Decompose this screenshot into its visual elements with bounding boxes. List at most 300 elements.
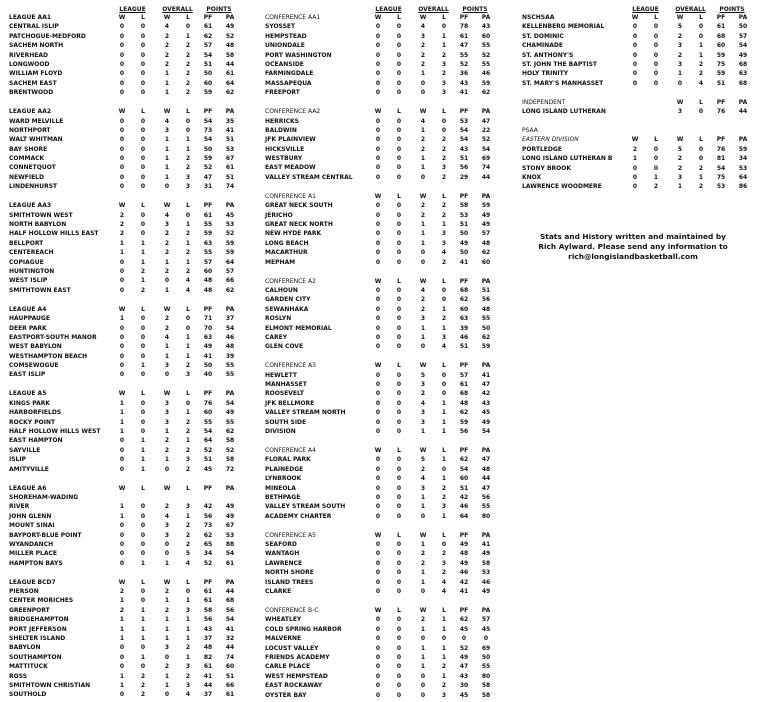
stat-cell: 51 bbox=[225, 136, 235, 144]
stat-cell: 2 bbox=[441, 136, 447, 144]
stat-cell: 4 bbox=[164, 211, 170, 219]
stat-cell: 2 bbox=[698, 70, 704, 78]
stat-header: PA bbox=[738, 136, 748, 144]
credits-email[interactable]: rich@longislandbasketball.com bbox=[568, 252, 698, 261]
stat-cell: 0 bbox=[119, 267, 125, 275]
stat-cell: 0 bbox=[375, 42, 381, 50]
stat-cell: 0 bbox=[375, 249, 381, 257]
stat-cell: 41 bbox=[481, 371, 491, 379]
stat-cell: 0 bbox=[140, 343, 146, 351]
stat-cell: 45 bbox=[225, 211, 235, 219]
team-name: WALT WHITMAN bbox=[9, 136, 63, 144]
group-header: POINTS bbox=[206, 6, 232, 13]
stat-cell: 59 bbox=[203, 155, 213, 163]
stat-cell: 46 bbox=[225, 333, 235, 341]
stat-cell: 59 bbox=[481, 202, 491, 210]
stat-cell: 0 bbox=[140, 418, 146, 426]
stat-cell: 1 bbox=[185, 239, 191, 247]
stat-cell: 46 bbox=[459, 503, 469, 511]
team-name: RIVER bbox=[9, 503, 30, 511]
stat-cell: 0 bbox=[375, 635, 381, 643]
stat-cell: 2 bbox=[441, 493, 447, 501]
stat-cell: 0 bbox=[375, 428, 381, 435]
stat-cell: 0 bbox=[375, 418, 381, 426]
stat-cell: 0 bbox=[375, 625, 381, 633]
stat-cell: 54 bbox=[203, 117, 213, 125]
stat-cell: 0 bbox=[119, 145, 125, 153]
stat-header: PA bbox=[481, 108, 491, 116]
stat-cell: 0 bbox=[396, 42, 402, 50]
stat-cell: 0 bbox=[396, 145, 402, 153]
stat-cell: 55 bbox=[203, 221, 213, 228]
stat-cell: 0 bbox=[375, 239, 381, 247]
stat-cell: 58 bbox=[481, 691, 491, 699]
stat-cell: 56 bbox=[203, 512, 213, 520]
stat-cell: 4 bbox=[185, 691, 191, 699]
team-name: FLORAL PARK bbox=[265, 456, 311, 464]
block-title: LEAGUE AA2 bbox=[9, 108, 52, 116]
stat-cell: 0 bbox=[375, 51, 381, 59]
group-header: OVERALL bbox=[418, 6, 449, 13]
stat-cell: 1 bbox=[677, 183, 683, 191]
stat-cell: 56 bbox=[225, 606, 235, 614]
stat-cell: 50 bbox=[203, 145, 213, 153]
stat-header: PA bbox=[481, 531, 491, 539]
team-name: KNOX bbox=[522, 174, 542, 182]
stat-cell: 52 bbox=[459, 60, 469, 68]
stat-cell: 61 bbox=[203, 23, 213, 31]
stat-cell: 54 bbox=[225, 399, 235, 407]
stat-cell: 54 bbox=[481, 145, 491, 153]
stat-cell: 3 bbox=[441, 89, 447, 97]
stat-cell: 1 bbox=[441, 653, 447, 661]
block-title: CONFERENCE A1 bbox=[265, 192, 316, 200]
team-name: ST. DOMINIC bbox=[522, 32, 564, 40]
stat-header: L bbox=[397, 108, 401, 116]
stat-cell: 0 bbox=[632, 174, 638, 182]
team-name: DIVISION bbox=[265, 428, 296, 435]
stat-cell: 52 bbox=[481, 136, 491, 144]
stat-cell: 52 bbox=[225, 230, 235, 238]
stat-header: PF bbox=[203, 14, 213, 21]
stat-cell: 2 bbox=[441, 569, 447, 577]
stat-cell: 0 bbox=[140, 428, 146, 435]
stat-cell: 2 bbox=[185, 446, 191, 454]
stat-cell: 0 bbox=[396, 89, 402, 97]
stat-cell: 2 bbox=[164, 267, 170, 275]
stat-cell: 60 bbox=[459, 475, 469, 483]
stat-cell: 74 bbox=[225, 183, 235, 191]
stat-cell: 0 bbox=[396, 663, 402, 671]
stat-cell: 0 bbox=[396, 465, 402, 473]
stat-cell: 0 bbox=[375, 343, 381, 351]
stat-cell: 0 bbox=[119, 465, 125, 473]
stat-header: W bbox=[163, 484, 171, 492]
team-name: HERRICKS bbox=[265, 117, 299, 125]
team-name: EAST ROCKAWAY bbox=[265, 682, 323, 690]
block-subtitle: EASTERN DIVISION bbox=[522, 136, 579, 144]
stat-cell: 58 bbox=[459, 202, 469, 210]
stat-cell: 56 bbox=[481, 296, 491, 304]
stat-cell: 2 bbox=[119, 230, 125, 238]
stat-cell: 2 bbox=[441, 663, 447, 671]
stat-cell: 46 bbox=[481, 70, 491, 78]
stat-cell: 48 bbox=[203, 286, 213, 294]
stat-cell: 58 bbox=[225, 456, 235, 464]
team-name: ST. MARY'S MANHASSET bbox=[522, 79, 604, 87]
stat-cell: 1 bbox=[140, 616, 146, 624]
team-name: ACADEMY CHARTER bbox=[265, 512, 332, 520]
stat-cell: 1 bbox=[140, 625, 146, 633]
team-name: RIVERHEAD bbox=[9, 51, 48, 59]
stat-cell: 0 bbox=[441, 286, 447, 294]
stat-cell: 50 bbox=[738, 23, 748, 31]
stat-cell: 0 bbox=[119, 456, 125, 464]
stat-cell: 52 bbox=[203, 164, 213, 172]
stat-cell: 1 bbox=[441, 42, 447, 50]
stat-cell: 2 bbox=[185, 70, 191, 78]
stat-cell: 2 bbox=[185, 362, 191, 370]
stat-cell: 62 bbox=[225, 286, 235, 294]
stat-cell: 2 bbox=[441, 550, 447, 558]
stat-header: L bbox=[186, 578, 190, 586]
stat-cell: 0 bbox=[375, 588, 381, 596]
stat-cell: 51 bbox=[481, 286, 491, 294]
team-name: STONY BROOK bbox=[522, 164, 572, 172]
stat-cell: 1 bbox=[140, 635, 146, 642]
stat-cell: 43 bbox=[459, 79, 469, 87]
stat-cell: 0 bbox=[375, 315, 381, 323]
stat-cell: 1 bbox=[140, 437, 146, 445]
stat-cell: 52 bbox=[203, 446, 213, 454]
stat-cell: 55 bbox=[225, 418, 235, 426]
block-title: CONFERENCE A3 bbox=[265, 362, 316, 370]
stat-cell: 0 bbox=[396, 644, 402, 652]
stat-cell: 0 bbox=[420, 512, 426, 520]
team-name: SMITHTOWN WEST bbox=[9, 211, 73, 219]
stat-cell: 0 bbox=[653, 145, 659, 153]
team-name: CENTRAL ISLIP bbox=[9, 23, 59, 31]
stat-cell: 61 bbox=[716, 23, 726, 31]
stat-cell: 0 bbox=[396, 503, 402, 511]
stat-cell: 2 bbox=[164, 503, 170, 511]
stat-cell: 59 bbox=[225, 249, 235, 257]
team-name: SACHEM NORTH bbox=[9, 42, 64, 50]
stat-cell: 71 bbox=[203, 315, 213, 323]
block-title: CONFERENCE A4 bbox=[265, 446, 316, 454]
stat-header: L bbox=[141, 305, 145, 313]
stat-cell: 56 bbox=[459, 428, 469, 435]
stat-cell: 1 bbox=[441, 616, 447, 624]
stat-cell: 1 bbox=[441, 418, 447, 426]
stat-cell: 48 bbox=[225, 343, 235, 351]
stat-cell: 1 bbox=[140, 446, 146, 454]
team-name: CLARKE bbox=[265, 588, 292, 596]
stat-cell: 0 bbox=[420, 672, 426, 680]
team-name: FARMINGDALE bbox=[265, 70, 314, 78]
stat-cell: 1 bbox=[632, 155, 638, 163]
stat-cell: 1 bbox=[185, 333, 191, 341]
team-name: PORT JEFFERSON bbox=[9, 625, 67, 633]
team-name: PORT WASHINGTON bbox=[265, 51, 332, 59]
group-header: LEAGUE bbox=[632, 6, 659, 13]
stat-cell: 0 bbox=[375, 258, 381, 266]
stat-cell: 48 bbox=[481, 239, 491, 247]
stat-cell: 1 bbox=[185, 597, 191, 605]
stat-cell: 2 bbox=[185, 465, 191, 473]
stat-cell: 4 bbox=[420, 475, 426, 483]
stat-cell: 43 bbox=[459, 672, 469, 680]
stat-cell: 0 bbox=[119, 333, 125, 341]
stat-cell: 0 bbox=[632, 42, 638, 50]
stat-cell: 2 bbox=[420, 136, 426, 144]
stat-cell: 3 bbox=[441, 503, 447, 511]
stat-cell: 0 bbox=[375, 475, 381, 483]
stat-cell: 0 bbox=[375, 682, 381, 690]
stat-cell: 51 bbox=[225, 672, 235, 680]
stat-header: W bbox=[374, 14, 382, 21]
stat-cell: 0 bbox=[140, 588, 146, 596]
stat-header: W bbox=[631, 14, 639, 21]
stat-cell: 0 bbox=[140, 126, 146, 134]
stat-cell: 0 bbox=[375, 211, 381, 219]
stat-cell: 2 bbox=[653, 183, 659, 191]
team-name: WANTAGH bbox=[265, 550, 300, 558]
stat-cell: 1 bbox=[420, 625, 426, 633]
stat-cell: 0 bbox=[375, 126, 381, 134]
block-title: LEAGUE A6 bbox=[9, 484, 47, 492]
stat-cell: 39 bbox=[459, 324, 469, 332]
team-name: SOUTH SIDE bbox=[265, 418, 307, 426]
stat-header: PA bbox=[481, 192, 491, 200]
stat-cell: 1 bbox=[119, 616, 125, 624]
stat-cell: 0 bbox=[164, 540, 170, 548]
stat-cell: 0 bbox=[140, 522, 146, 530]
stat-cell: 0 bbox=[140, 173, 146, 181]
stat-cell: 1 bbox=[420, 541, 426, 549]
group-header: POINTS bbox=[462, 6, 488, 13]
stat-cell: 45 bbox=[203, 465, 213, 473]
stat-cell: 3 bbox=[185, 606, 191, 614]
stat-cell: 0 bbox=[632, 164, 638, 172]
stat-cell: 1 bbox=[441, 32, 447, 40]
stat-header: PA bbox=[738, 98, 748, 106]
stat-cell: 0 bbox=[420, 682, 426, 690]
team-name: SEWANHAKA bbox=[265, 305, 309, 313]
stat-cell: 4 bbox=[441, 343, 447, 351]
stat-cell: 0 bbox=[396, 32, 402, 40]
stat-cell: 3 bbox=[420, 315, 426, 323]
team-name: PLAINEDGE bbox=[265, 465, 304, 473]
stat-cell: 4 bbox=[420, 286, 426, 294]
stat-cell: 48 bbox=[459, 399, 469, 407]
stat-cell: 61 bbox=[459, 381, 469, 389]
stat-cell: 51 bbox=[459, 221, 469, 228]
stat-cell: 50 bbox=[481, 653, 491, 661]
stat-cell: 60 bbox=[716, 42, 726, 50]
stat-header: W bbox=[676, 136, 684, 144]
stat-cell: 0 bbox=[396, 409, 402, 417]
stat-cell: 1 bbox=[420, 221, 426, 228]
stat-cell: 4 bbox=[185, 286, 191, 294]
stat-cell: 0 bbox=[698, 108, 704, 116]
stat-cell: 0 bbox=[185, 211, 191, 219]
stat-cell: 0 bbox=[140, 324, 146, 332]
stat-cell: 0 bbox=[140, 60, 146, 68]
stat-cell: 2 bbox=[164, 588, 170, 596]
stat-cell: 0 bbox=[396, 117, 402, 125]
stat-cell: 0 bbox=[375, 691, 381, 699]
stat-cell: 0 bbox=[420, 249, 426, 257]
team-name: CARLE PLACE bbox=[265, 663, 311, 671]
stat-cell: 2 bbox=[164, 249, 170, 257]
stat-header: PA bbox=[225, 108, 235, 116]
stat-cell: 31 bbox=[203, 183, 213, 191]
stat-cell: 0 bbox=[119, 42, 125, 50]
stat-cell: 1 bbox=[441, 399, 447, 407]
stat-cell: 0 bbox=[140, 597, 146, 605]
stat-cell: 61 bbox=[225, 559, 235, 567]
stat-cell: 43 bbox=[481, 23, 491, 31]
stat-cell: 4 bbox=[185, 277, 191, 285]
stat-cell: 3 bbox=[677, 108, 683, 116]
stat-cell: 56 bbox=[459, 164, 469, 172]
stat-cell: 54 bbox=[459, 465, 469, 473]
stat-cell: 5 bbox=[420, 371, 426, 379]
stat-cell: 41 bbox=[459, 588, 469, 596]
stat-cell: 1 bbox=[441, 672, 447, 680]
stat-cell: 0 bbox=[375, 503, 381, 511]
stat-header: L bbox=[397, 607, 401, 615]
stat-header: W bbox=[419, 14, 427, 21]
stat-cell: 2 bbox=[441, 70, 447, 78]
stat-cell: 49 bbox=[459, 653, 469, 661]
stat-cell: 0 bbox=[375, 672, 381, 680]
stat-cell: 61 bbox=[203, 211, 213, 219]
stat-cell: 3 bbox=[677, 42, 683, 50]
stat-cell: 0 bbox=[140, 315, 146, 323]
stat-cell: 1 bbox=[185, 145, 191, 153]
stat-cell: 0 bbox=[375, 136, 381, 144]
stat-cell: 57 bbox=[225, 267, 235, 275]
stat-cell: 3 bbox=[441, 559, 447, 567]
stat-cell: 42 bbox=[459, 578, 469, 586]
stat-cell: 54 bbox=[203, 51, 213, 59]
stat-cell: 57 bbox=[481, 616, 491, 624]
stat-cell: 52 bbox=[459, 644, 469, 652]
stat-cell: 2 bbox=[140, 691, 146, 699]
stat-header: PA bbox=[481, 362, 491, 370]
stat-cell: 1 bbox=[420, 333, 426, 341]
stat-cell: 0 bbox=[441, 465, 447, 473]
stat-cell: 41 bbox=[203, 352, 213, 360]
stat-cell: 0 bbox=[441, 635, 447, 643]
stat-cell: 60 bbox=[203, 79, 213, 87]
block-title: CONFERENCE AA1 bbox=[265, 14, 321, 21]
stat-cell: 0 bbox=[185, 117, 191, 125]
stat-cell: 61 bbox=[203, 588, 213, 596]
stat-cell: 51 bbox=[225, 173, 235, 181]
stat-cell: 1 bbox=[140, 249, 146, 257]
stat-cell: 1 bbox=[164, 164, 170, 172]
stat-header: W bbox=[374, 362, 382, 370]
team-name: DEER PARK bbox=[9, 324, 47, 332]
stat-cell: 1 bbox=[119, 399, 125, 407]
stat-cell: 44 bbox=[203, 681, 213, 689]
stat-cell: 45 bbox=[459, 625, 469, 633]
stat-cell: 2 bbox=[420, 550, 426, 558]
stat-cell: 2 bbox=[164, 42, 170, 50]
stat-header: L bbox=[397, 531, 401, 539]
team-name: HEWLETT bbox=[265, 371, 297, 379]
stat-cell: 3 bbox=[185, 371, 191, 379]
stat-header: L bbox=[141, 14, 145, 21]
stat-cell: 1 bbox=[164, 635, 170, 642]
stat-cell: 48 bbox=[481, 465, 491, 473]
stat-cell: 4 bbox=[420, 399, 426, 407]
stat-cell: 1 bbox=[441, 625, 447, 633]
stat-cell: 1 bbox=[185, 258, 191, 266]
stat-cell: 0 bbox=[375, 465, 381, 473]
stat-cell: 0 bbox=[396, 691, 402, 699]
stat-cell: 0 bbox=[396, 625, 402, 633]
stat-cell: 73 bbox=[203, 126, 213, 134]
stat-cell: 0 bbox=[396, 60, 402, 68]
stat-cell: 2 bbox=[185, 89, 191, 97]
stat-cell: 0 bbox=[396, 371, 402, 379]
stat-cell: 0 bbox=[119, 126, 125, 134]
stat-cell: 2 bbox=[119, 606, 125, 614]
stat-cell: 60 bbox=[481, 32, 491, 40]
stat-cell: 1 bbox=[164, 428, 170, 435]
stat-cell: 1 bbox=[185, 437, 191, 445]
team-name: NORTH BABYLON bbox=[9, 221, 67, 228]
stat-cell: 0 bbox=[164, 691, 170, 699]
stat-cell: 1 bbox=[164, 155, 170, 163]
stat-cell: 67 bbox=[225, 155, 235, 163]
stat-cell: 0 bbox=[396, 653, 402, 661]
stat-cell: 1 bbox=[420, 230, 426, 238]
stat-cell: 4 bbox=[441, 578, 447, 586]
stat-header: L bbox=[442, 192, 446, 200]
stat-cell: 43 bbox=[481, 399, 491, 407]
stat-header: L bbox=[442, 531, 446, 539]
stat-cell: 55 bbox=[481, 42, 491, 50]
stat-cell: 41 bbox=[459, 258, 469, 266]
team-name: BELLPORT bbox=[9, 239, 44, 247]
stat-cell: 1 bbox=[164, 258, 170, 266]
stat-header: L bbox=[397, 192, 401, 200]
stat-cell: 2 bbox=[140, 681, 146, 689]
stat-cell: 61 bbox=[225, 70, 235, 78]
stat-cell: 47 bbox=[481, 117, 491, 125]
stat-cell: 1 bbox=[698, 174, 704, 182]
stat-header: PF bbox=[716, 14, 726, 21]
stat-cell: 49 bbox=[225, 23, 235, 31]
stat-cell: 0 bbox=[632, 51, 638, 59]
stat-cell: 0 bbox=[698, 32, 704, 40]
stat-header: PF bbox=[459, 362, 469, 370]
stat-cell: 60 bbox=[203, 267, 213, 275]
group-header: OVERALL bbox=[675, 6, 706, 13]
stat-cell: 0 bbox=[375, 164, 381, 172]
stat-cell: 2 bbox=[185, 418, 191, 426]
stat-header: PA bbox=[738, 14, 748, 21]
stat-cell: 2 bbox=[677, 164, 683, 172]
block-title: CONFERENCE A2 bbox=[265, 277, 316, 285]
stat-header: W bbox=[419, 108, 427, 116]
stat-cell: 1 bbox=[185, 32, 191, 40]
